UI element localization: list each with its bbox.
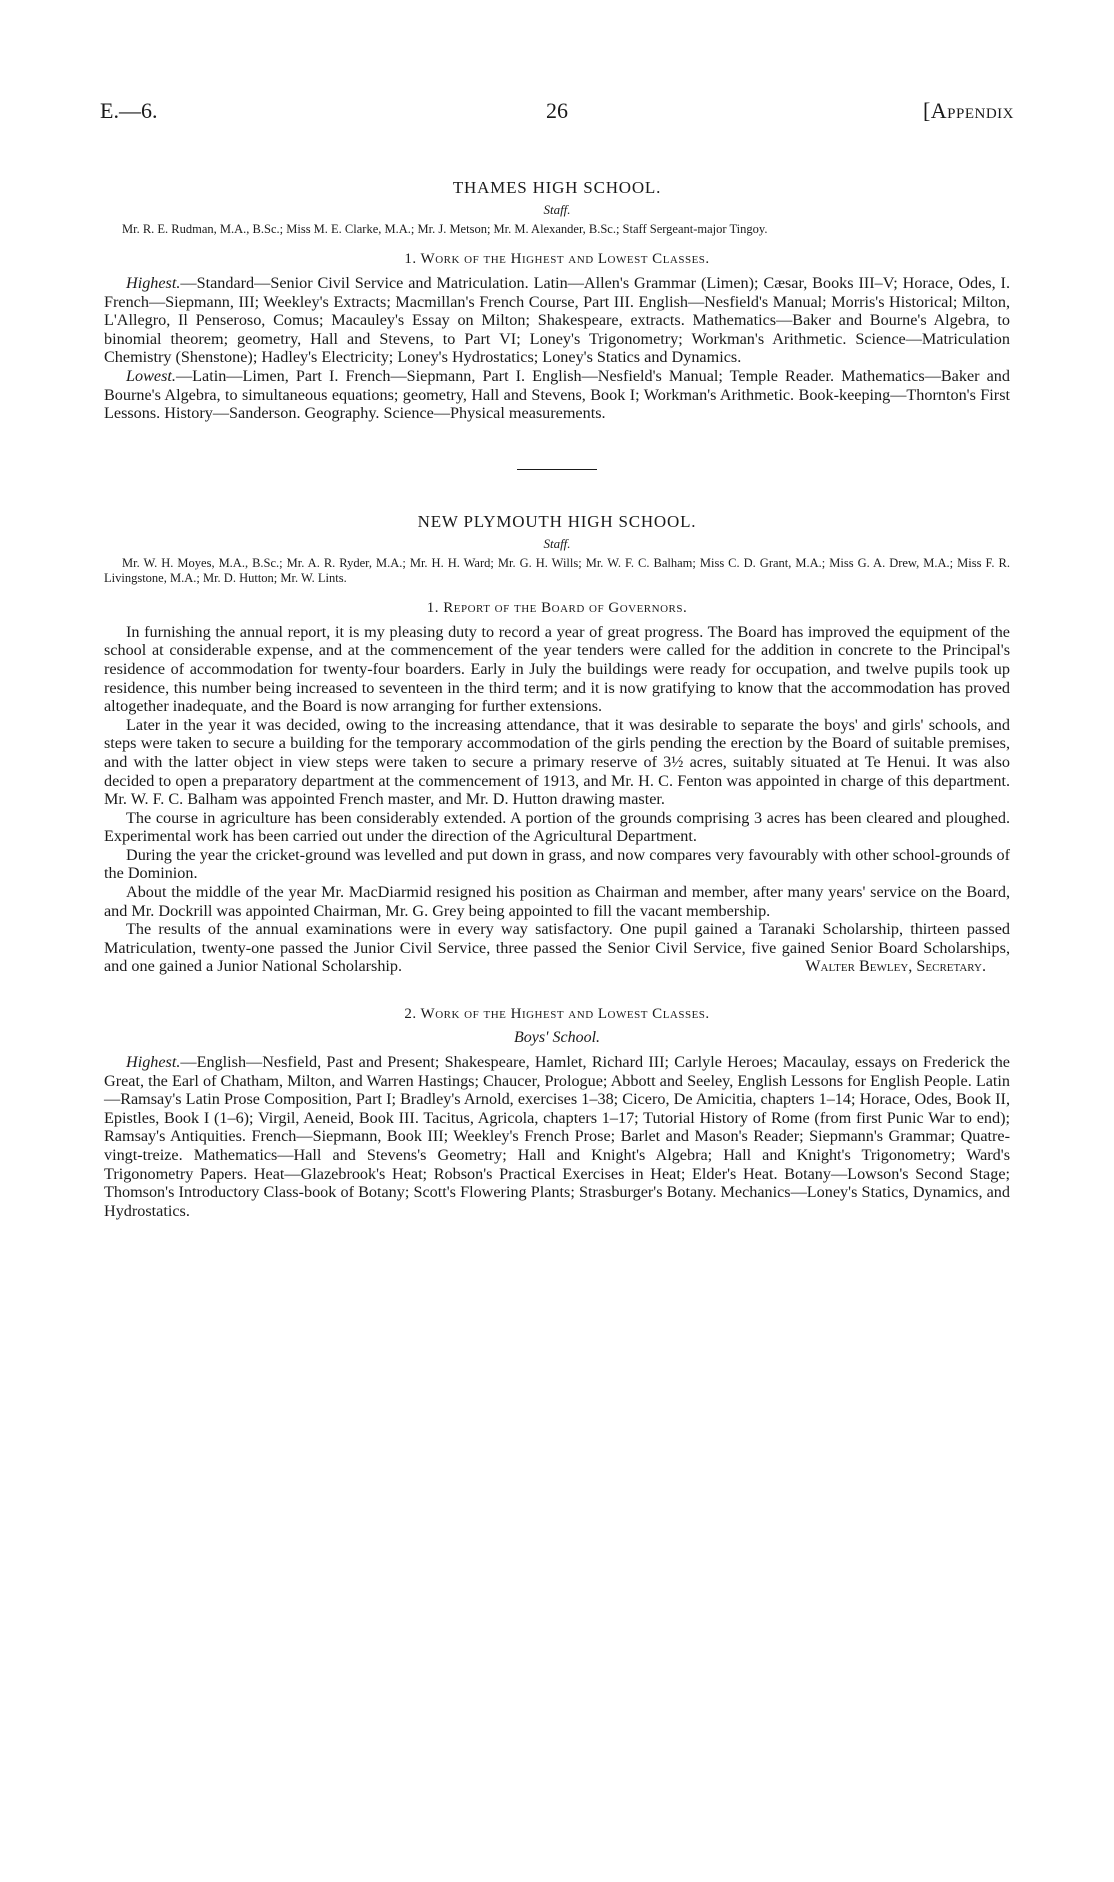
thames-lowest-text: —Latin—Limen, Part I. French—Siepmann, Part I. English—Nesfield's Manual; Temple Reader. Mathematics—Baker and Bourne's Algebra, to simultaneous equations; geometry, Hall and Stevens, Book I; Workman's Arithmetic. Book-keeping—Thornton's First Lessons. History—Sanderson. Geography. Science—Physical measurements. bbox=[104, 366, 1010, 423]
new-plymouth-staff-list: Mr. W. H. Moyes, M.A., B.Sc.; Mr. A. R. Ryder, M.A.; Mr. H. H. Ward; Mr. G. H. Wills; Mr. W. F. C. Balham; Miss C. D. Grant, M.A.; Miss G. A. Drew, M.A.; Miss F. R. Livingstone, M.A.; Mr. D. Hutton; Mr. W. Lints. bbox=[104, 555, 1010, 585]
thames-highest-paragraph bbox=[104, 274, 1010, 367]
report-paragraph: Later in the year it was decided, owing to the increasing attendance, that it was desirable to separate the boys' and girls' schools, and steps were taken to secure a building for the temporary accommodation of the girls pending the erection by the Board of suitable premises, and with the latter object in view steps were taken to secure a primary reserve of 3½ acres, suitably situated at Te Henui. It was also decided to open a preparatory department at the commencement of 1913, and Mr. H. C. Fenton was appointed in charge of this department. Mr. W. F. C. Balham was appointed French master, and Mr. D. Hutton drawing master. bbox=[104, 715, 1010, 809]
report-paragraph bbox=[104, 920, 1010, 976]
boys-highest-text: —English—Nesfield, Past and Present; Shakespeare, Hamlet, Richard III; Carlyle Heroes; Macaulay, essays on Frederick the Great, the Earl of Chatham, Milton, and Warren Hastings; Chaucer, Prologue; Abbott and Seeley, English Lessons for English People. Latin—Ramsay's Latin Prose Composition, Part I; Bradley's Arnold, exercises 1–38; Cicero, De Amicitia, chapters 1–14; Horace, Odes, Book II, Epistles, Book I (1–6); Virgil, Aeneid, Book III. Tacitus, Agricola, chapters 1–17; Tutorial History of Rome (from first Punic War to end); Ramsay's Antiquities. French—Siepmann, Book III; Weekley's French Prose; Barlet and Mason's Reader; Siepmann's Grammar; Quatre-vingt-treize. Mathematics—Hall and Stevens's Geometry; Hall and Knight's Algebra; Hall and Knight's Trigonometry; Ward's Trigonometry Papers. Heat—Glazebrook's Heat; Robson's Practical Exercises in Heat; Elder's Heat. Botany—Lowson's Second Stage; Thomson's Introductory Class-book of Botany; Scott's Flowering Plants; Strasburger's Botany. Mechanics—Loney's Statics, Dynamics, and Hydrostatics. bbox=[104, 1053, 1010, 1220]
thames-highest-text: —Standard—Senior Civil Service and Matriculation. Latin—Allen's Grammar (Limen); Cæsar, Books III–V; Horace, Odes, I. French—Siepmann, III; Weekley's Extracts; Macmillan's French Course, Part III. English—Nesfield's Manual; Morris's Historical; Milton, L'Allegro, Il Penseroso, Comus; Macauley's Essay on Milton; Shakespeare, extracts. Mathematics—Baker and Bourne's Algebra, to binomial theorem; geometry, Hall and Stevens, to Part VI; Loney's Trigonometry; Workman's Arithmetic. Science—Matriculation Chemistry (Shenstone); Hadley's Electricity; Loney's Hydrostatics; Loney's Statics and Dynamics. bbox=[104, 274, 1010, 367]
report-paragraph: The course in agriculture has been considerably extended. A portion of the grounds comprising 3 acres has been cleared and ploughed. Experimental work has been carried out under the direction of the Agricultural Department. bbox=[104, 808, 1010, 846]
page-header bbox=[100, 98, 1014, 128]
thames-highest-lead: Highest. bbox=[126, 274, 181, 292]
secretary-signature: Walter Bewley, Secretary. bbox=[805, 957, 986, 976]
report-paragraph: During the year the cricket-ground was levelled and put down in grass, and now compares very favourably with other school-grounds of the Dominion. bbox=[104, 845, 1010, 883]
spacer bbox=[104, 976, 1010, 1000]
new-plymouth-title: NEW PLYMOUTH HIGH SCHOOL. bbox=[417, 511, 697, 531]
thames-title: THAMES HIGH SCHOOL. bbox=[452, 178, 662, 197]
report-heading: 1. Report of the Board of Governors. bbox=[426, 599, 688, 616]
report-paragraph: In furnishing the annual report, it is my pleasing duty to record a year of great progress. The Board has improved the equipment of the school at considerable expense, and at the commencement of the year tenders were called for the addition in concrete to the Principal's residence of accommodation for twenty-four boarders. Early in July the buildings were ready for occupation, and twelve pupils took up residence, this number being increased to seventeen in the third term; and it is now gratifying to know that the accommodation has proved altogether inadequate, and the Board is now arranging for further extensions. bbox=[104, 622, 1010, 716]
report-paragraph: About the middle of the year Mr. MacDiarmid resigned his position as Chairman and member, after many years' service on the Board, and Mr. Dockrill was appointed Chairman, Mr. G. Grey being appointed to fill the vacant membership. bbox=[104, 883, 1010, 920]
work-heading: 2. Work of the Highest and Lowest Classes. bbox=[404, 1006, 710, 1023]
header-appendix: [Appendix bbox=[922, 98, 1014, 123]
new-plymouth-staff-label: Staff. bbox=[543, 535, 571, 551]
boys-school-label: Boys' School. bbox=[513, 1029, 601, 1047]
thames-staff-list: Mr. R. E. Rudman, M.A., B.Sc.; Miss M. E. Clarke, M.A.; Mr. J. Metson; Mr. M. Alexander, B.Sc.; Staff Sergeant-major Tingoy. bbox=[122, 222, 768, 236]
thames-lowest-paragraph bbox=[104, 367, 1010, 423]
section-divider bbox=[517, 469, 597, 470]
boys-highest-lead: Highest. bbox=[126, 1053, 181, 1072]
thames-staff-label: Staff. bbox=[543, 202, 571, 217]
thames-lowest-lead: Lowest. bbox=[126, 366, 176, 385]
page-number: 26 bbox=[546, 98, 568, 123]
boys-highest-paragraph bbox=[104, 1053, 1010, 1220]
report-final-text: The results of the annual examinations were in every way satisfactory. One pupil gained a Taranaki Scholarship, thirteen passed Matriculation, twenty-one passed the Junior Civil Service, three passed the Senior Civil Service, five gained Senior Board Scholarships, and one gained a Junior National Scholarship. bbox=[104, 920, 1010, 976]
thames-section-heading: 1. Work of the Highest and Lowest Classes. bbox=[404, 251, 710, 267]
page-content bbox=[104, 170, 1010, 1220]
header-reference: E.—6. bbox=[100, 98, 158, 123]
